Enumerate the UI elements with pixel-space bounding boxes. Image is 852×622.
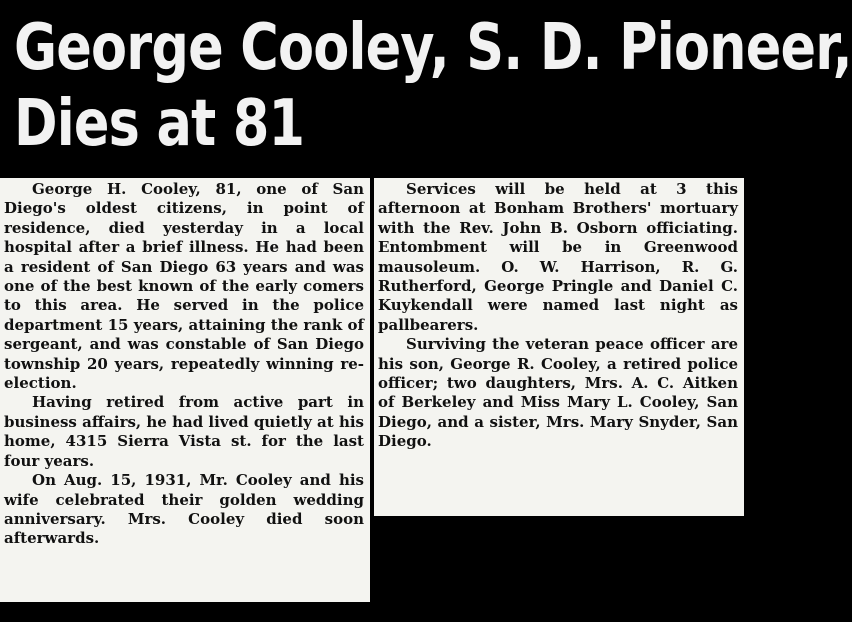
article-column-right bbox=[374, 178, 744, 516]
headline bbox=[14, 10, 852, 162]
article-paragraph: Having retired from active part in business affairs, he had lived quietly at his home, 4315 Sierra Vista st. for the last four years. bbox=[4, 393, 364, 470]
headline-line-1: George Cooley, S. D. Pioneer, bbox=[14, 11, 852, 85]
article-paragraph: On Aug. 15, 1931, Mr. Cooley and his wife celebrated their golden wedding anniversary. Mrs. Cooley died soon afterwards. bbox=[4, 471, 364, 548]
article-paragraph: Services will be held at 3 this afternoon at Bonham Brothers' mortuary with the Rev. John B. Osborn officiating. Entombment will be in Greenwood mausoleum. O. W. Harrison, R. G. Rutherford, George Pringle and Daniel C. Kuykendall were named last night as pallbearers. bbox=[378, 180, 738, 334]
article-paragraph: Surviving the veteran peace officer are his son, George R. Cooley, a retired police officer; two daughters, Mrs. A. C. Aitken of Berkeley and Miss Mary L. Cooley, San Diego, and a sister, Mrs. Mary Snyder, San Diego. bbox=[378, 335, 738, 451]
article-column-left bbox=[0, 178, 370, 602]
headline-line-2: Dies at 81 bbox=[14, 87, 305, 161]
article-paragraph: George H. Cooley, 81, one of San Diego's oldest citizens, in point of residence, died yesterday in a local hospital after a brief illness. He had been a resident of San Diego 63 years and was one of the best known of the early comers to this area. He served in the police department 15 years, attaining the rank of sergeant, and was constable of San Diego township 20 years, repeatedly winning re-election. bbox=[4, 180, 364, 393]
